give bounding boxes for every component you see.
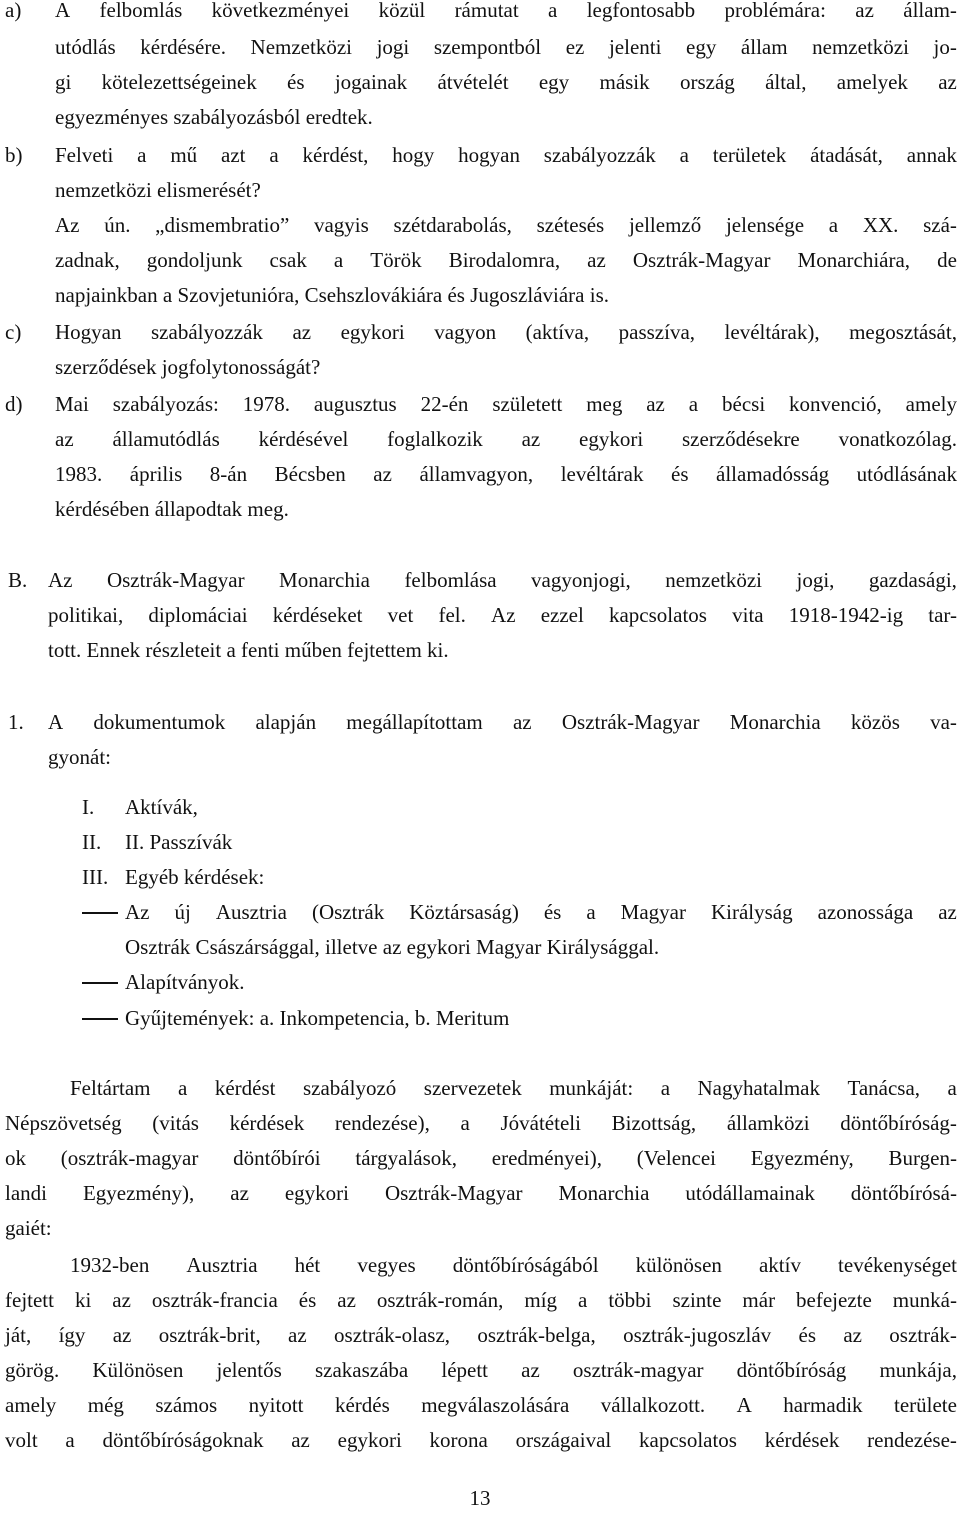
item-a-marker: a) [5,0,22,22]
point-1-line-1: A dokumentumok alapján megállapítottam az Osztrák-Magyar Monarchia közös va- [48,710,957,734]
dash-item-1-line-1: Az új Ausztria (Osztrák Köztársaság) és a Magyar Királyság azonossága az [125,900,957,924]
item-d-line-3: 1983. április 8-án Bécsben az államvagyon, levéltárak és államadósság utódlásának [55,462,957,486]
roman-item-marker: III. [82,865,109,889]
paragraph-2-line-2: fejtett ki az osztrák-francia és az osztrák-román, míg a többi szinte már befejezte munká- [5,1288,957,1312]
dash-item-1-line-2: Osztrák Császársággal, illetve az egykori Magyar Királysággal. [125,935,660,959]
item-a-line-2: utódlás kérdésére. Nemzetközi jogi szempontból ez jelenti egy állam nemzetközi jo- [55,35,957,59]
paragraph-2-line-1: 1932-ben Ausztria hét vegyes döntőbíróságából különösen aktív tevékenységet [70,1253,957,1277]
dash-item-3: Gyűjtemények: a. Inkompetencia, b. Meritum [125,1006,510,1030]
item-a-line-1: A felbomlás következményei közül rámutat a legfontosabb problémára: az állam- [55,0,957,22]
paragraph-2-line-6: volt a döntőbíróságoknak az egykori korona országaival kapcsolatos kérdések rendezése- [5,1428,957,1452]
item-b-marker: b) [5,143,23,167]
section-b-line-2: politikai, diplomáciai kérdéseket vet fel. Az ezzel kapcsolatos vita 1918-1942-ig tar- [48,603,957,627]
item-d-line-4: kérdésében állapodtak meg. [55,497,289,521]
paragraph-2-line-4: görög. Különösen jelentős szakaszába lépett az osztrák-magyar döntőbíróság munkája, [5,1358,957,1382]
item-b-line-3: Az ún. „dismembratio” vagyis szétdarabolás, szétesés jellemző jelensége a XX. szá- [55,213,957,237]
dash-bullet [82,912,118,914]
paragraph-2-line-5: amely még számos nyitott kérdés megválaszolására vállalkozott. A harmadik területe [5,1393,957,1417]
page-number: 13 [469,1486,491,1510]
dash-item-2: Alapítványok. [125,970,245,994]
item-a-line-3: gi kötelezettségeinek és jogainak átvételét egy másik ország által, amelyek az [55,70,957,94]
item-c-line-1: Hogyan szabályozzák az egykori vagyon (aktíva, passzíva, levéltárak), megosztását, [55,320,957,344]
item-d-line-1: Mai szabályozás: 1978. augusztus 22-én született meg az a bécsi konvenció, amely [55,392,957,416]
item-b-line-4: zadnak, gondoljunk csak a Török Birodalomra, az Osztrák-Magyar Monarchiára, de [55,248,957,272]
item-b-line-5: napjainkban a Szovjetunióra, Csehszlovákiára és Jugoszláviára is. [55,283,609,307]
paragraph-1-line-2: Népszövetség (vitás kérdések rendezése), a Jóvátételi Bizottság, államközi döntőbíróság- [5,1111,957,1135]
item-d-marker: d) [5,392,23,416]
item-c-marker: c) [5,320,22,344]
item-d-line-2: az államutódlás kérdésével foglalkozik az egykori szerződésekre vonatkozólag. [55,427,957,451]
roman-item-marker: I. [82,795,95,819]
paragraph-1-line-1: Feltártam a kérdést szabályozó szervezetek munkáját: a Nagyhatalmak Tanácsa, a [70,1076,957,1100]
dash-bullet [82,982,118,984]
paragraph-1-line-3: ok (osztrák-magyar döntőbírói tárgyalások, eredményei), (Velencei Egyezmény, Burgen- [5,1146,957,1170]
section-b-line-1: Az Osztrák-Magyar Monarchia felbomlása vagyonjogi, nemzetközi jogi, gazdasági, [48,568,957,592]
section-b-line-3: tott. Ennek részleteit a fenti műben fejtettem ki. [48,638,449,662]
roman-item-marker: II. [82,830,102,854]
paragraph-1-line-4: landi Egyezmény), az egykori Osztrák-Magyar Monarchia utódállamainak döntőbírósá- [5,1181,957,1205]
item-a-line-4: egyezményes szabályozásból eredtek. [55,105,373,129]
item-c-line-2: szerződések jogfolytonosságát? [55,355,321,379]
dash-bullet [82,1018,118,1020]
section-b-marker: B. [8,568,28,592]
point-1-marker: 1. [8,710,24,734]
paragraph-1-line-5: gaiét: [5,1216,52,1240]
item-b-line-1: Felveti a mű azt a kérdést, hogy hogyan szabályozzák a területek átadását, annak [55,143,957,167]
roman-item-text: Aktívák, [125,795,198,819]
point-1-line-2: gyonát: [48,745,111,769]
paragraph-2-line-3: ját, így az osztrák-brit, az osztrák-olasz, osztrák-belga, osztrák-jugoszláv és az osztrák- [5,1323,957,1347]
roman-item-text: II. Passzívák [125,830,233,854]
roman-item-text: Egyéb kérdések: [125,865,265,889]
item-b-line-2: nemzetközi elismerését? [55,178,261,202]
